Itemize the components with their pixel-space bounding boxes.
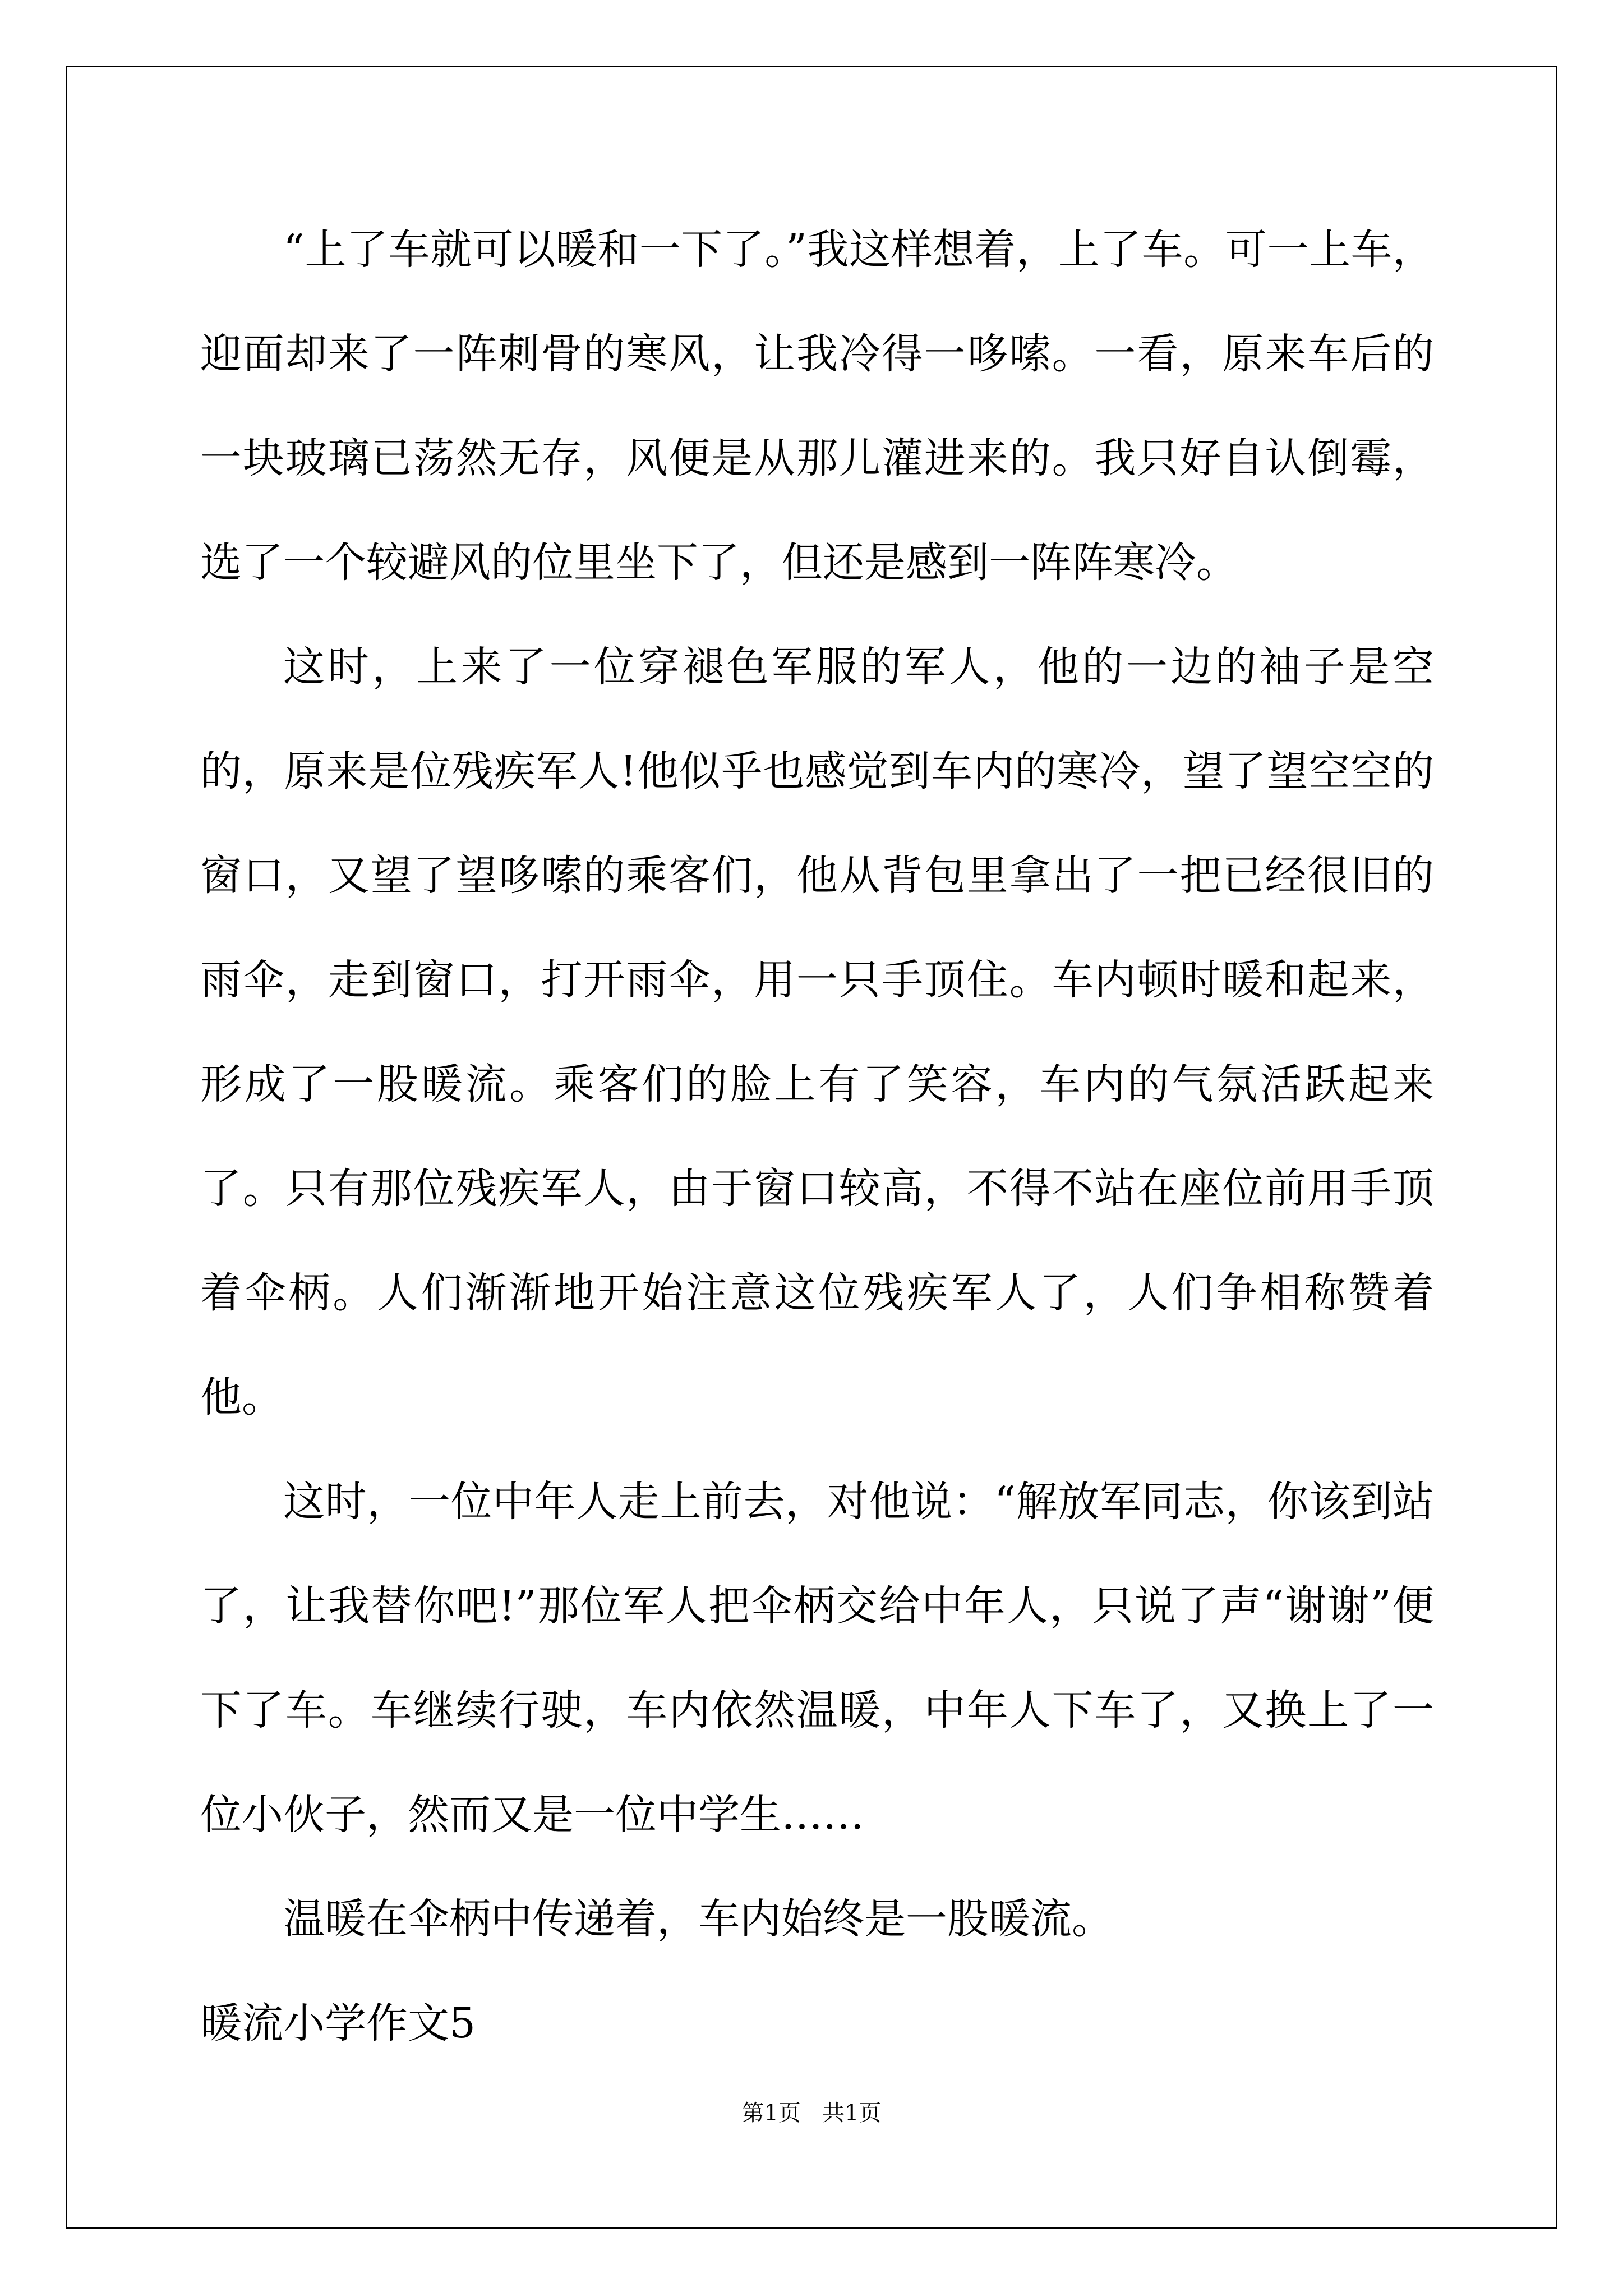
next-article-title: 暖流小学作文5 bbox=[200, 1999, 476, 2047]
paragraph-4: 温暖在伞柄中传递着，车内始终是一股暖流。 bbox=[283, 1895, 1113, 1943]
page-number-footer: 第1页 共1页 bbox=[741, 2100, 882, 2126]
paragraph-3: 这时，一位中年人走上前去，对他说：“解放军同志，你该到站了，让我替你吧!”那位军人把伞柄交给中年人，只说了声“谢谢”便下了车。车继续行驶，车内依然温暖，中年人下车了，又换上了一位小伙子，然而又是一位中学生…… bbox=[200, 1478, 1434, 1839]
paragraph-1: “上了车就可以暖和一下了。”我这样想着，上了车。可一上车，迎面却来了一阵刺骨的寒风，让我冷得一哆嗦。一看，原来车后的一块玻璃已荡然无存，风便是从那儿灌进来的。我只好自认倒霉，选了一个较避风的位里坐下了，但还是感到一阵阵寒冷。 bbox=[200, 226, 1434, 587]
paragraph-2: 这时，上来了一位穿褪色军服的军人，他的一边的袖子是空的，原来是位残疾军人!他似乎也感觉到车内的寒冷，望了望空空的窗口，又望了望哆嗦的乘客们，他从背包里拿出了一把已经很旧的雨伞，走到窗口，打开雨伞，用一只手顶住。车内顿时暖和起来，形成了一股暖流。乘客们的脸上有了笑容，车内的气氛活跃起来了。只有那位残疾军人，由于窗口较高，不得不站在座位前用手顶着伞柄。人们渐渐地开始注意这位残疾军人了，人们争相称赞着他。 bbox=[200, 643, 1434, 1421]
document-body bbox=[200, 197, 1434, 2076]
